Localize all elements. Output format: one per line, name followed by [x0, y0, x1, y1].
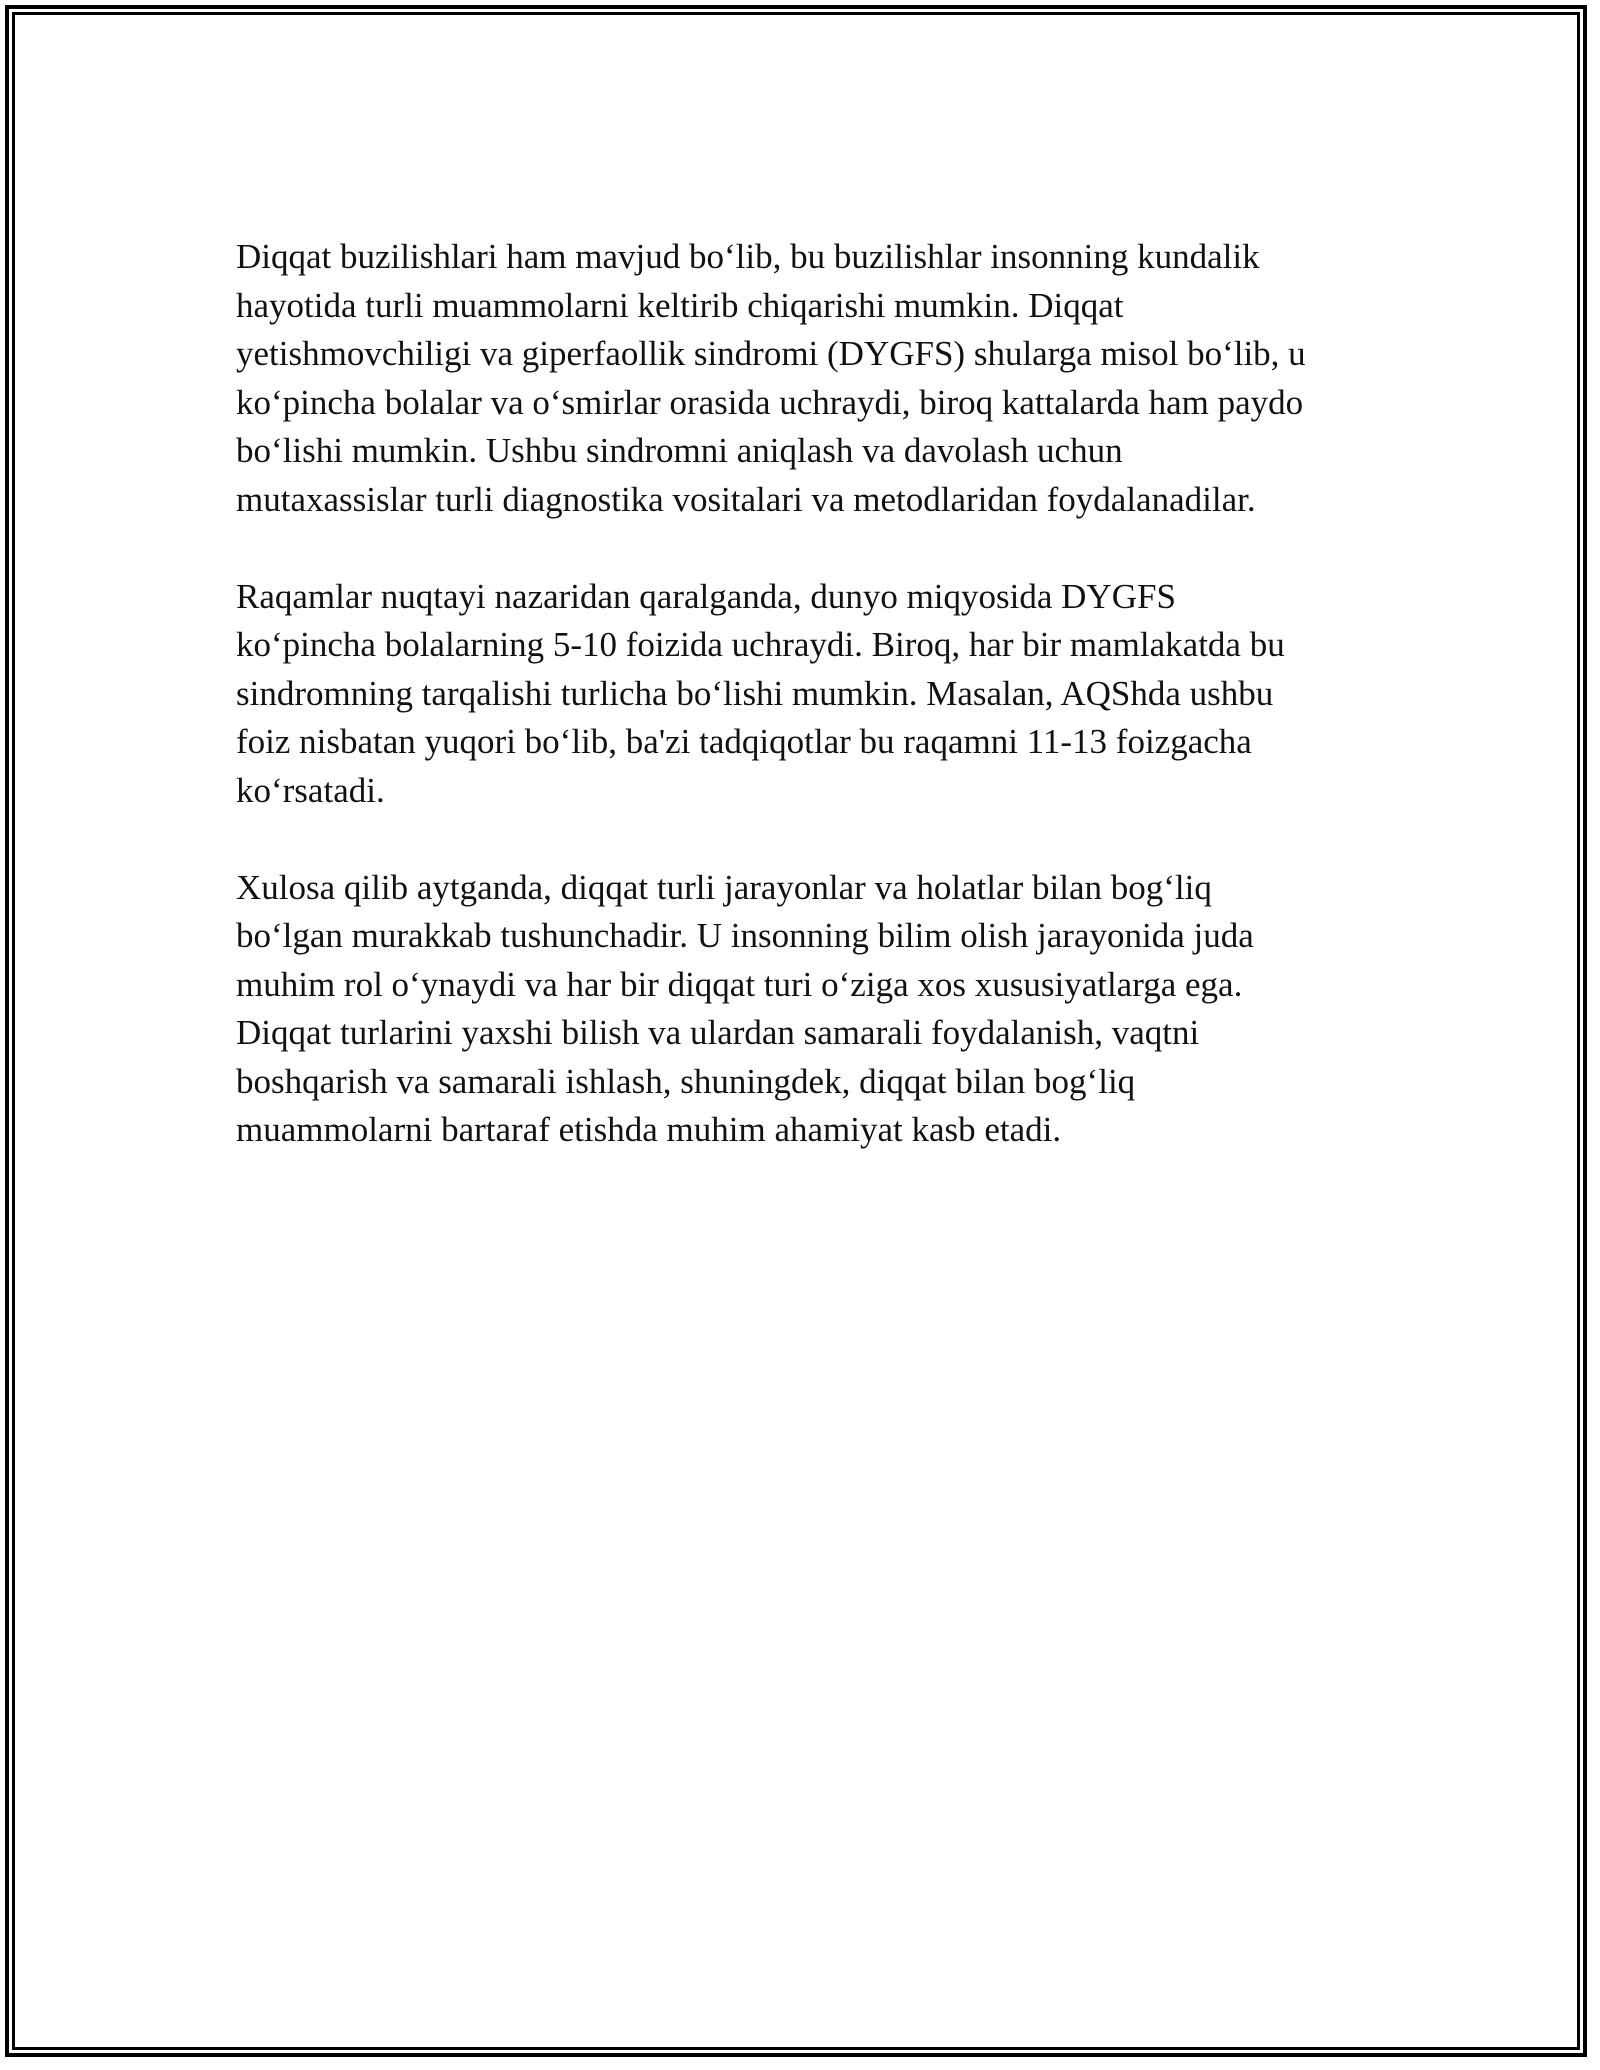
document-body — [236, 233, 1366, 1203]
paragraph-prevalence-statistics: Raqamlar nuqtayi nazaridan qaralganda, dunyo miqyosida DYGFS ko‘pincha bolalarning 5-10 foizida uchraydi. Biroq, har bir mamlakatda bu sindromning tarqalishi turlicha bo‘lishi mumkin. Masalan, AQShda ushbu foiz nisbatan yuqori bo‘lib, ba'zi tadqiqotlar bu raqamni 11-13 foizgacha ko‘rsatadi. — [236, 576, 1285, 810]
paragraph-conclusion: Xulosa qilib aytganda, diqqat turli jarayonlar va holatlar bilan bog‘liq bo‘lgan murakkab tushunchadir. U insonning bilim olish jarayonida juda muhim rol o‘ynaydi va har bir diqqat turi o‘ziga xos xususiyatlarga ega. Diqqat turlarini yaxshi bilish va ulardan samarali foydalanish, vaqtni boshqarish va samarali ishlash, shuningdek, diqqat bilan bog‘liq muammolarni bartaraf etishda muhim ahamiyat kasb etadi. — [236, 867, 1254, 1149]
paragraph-attention-disorders: Diqqat buzilishlari ham mavjud bo‘lib, bu buzilishlar insonning kundalik hayotida turli muammolarni keltirib chiqarishi mumkin. Diqqat yetishmovchiligi va giperfaollik sindromi (DYGFS) shularga misol bo‘lib, u ko‘pincha bolalar va o‘smirlar orasida uchraydi, biroq kattalarda ham paydo bo‘lishi mumkin. Ushbu sindromni aniqlash va davolash uchun mutaxassislar turli diagnostika vositalari va metodlaridan foydalanadilar. — [236, 237, 1306, 519]
